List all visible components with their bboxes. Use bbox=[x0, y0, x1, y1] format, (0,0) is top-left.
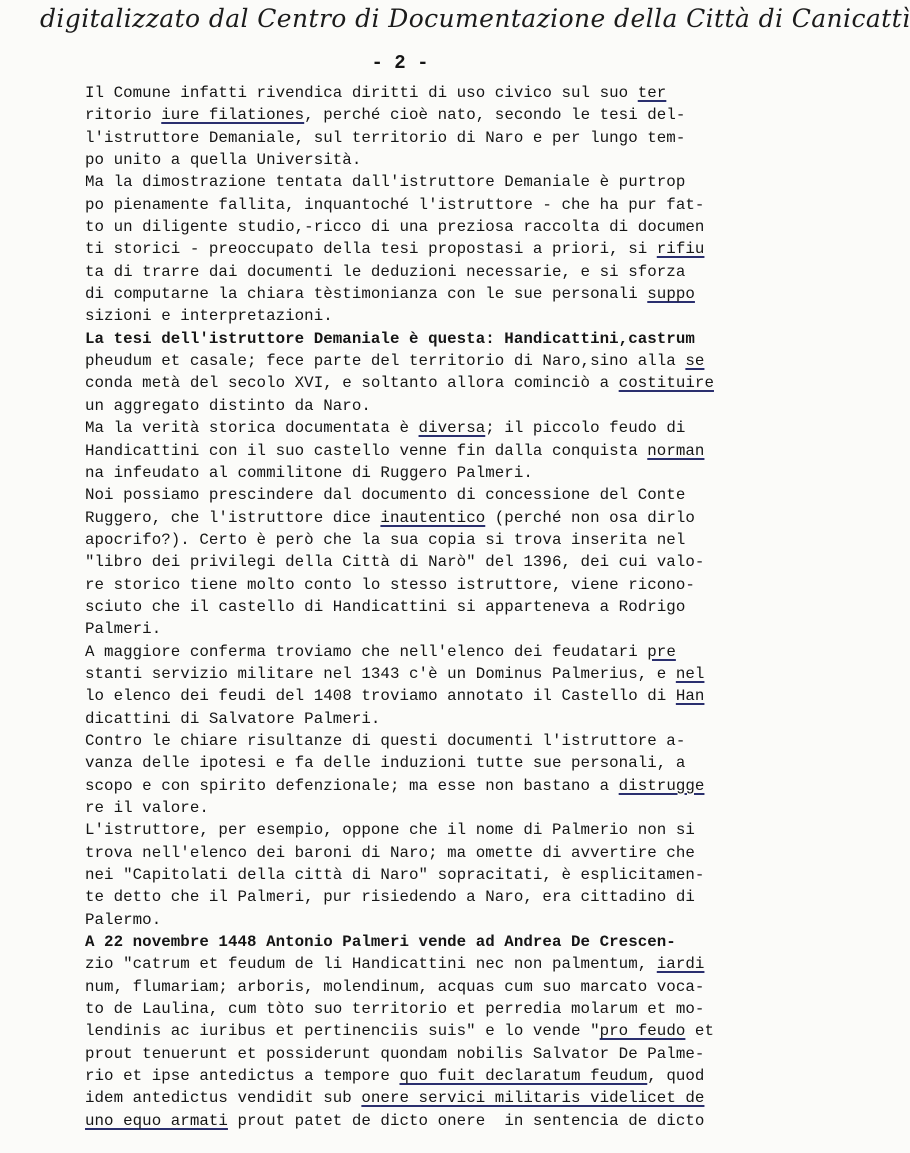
text-segment: rio et ipse antedictus a tempore bbox=[85, 1067, 400, 1086]
text-line bbox=[85, 238, 745, 260]
text-line bbox=[85, 440, 745, 462]
text-segment: ti storici - preoccupato della tesi propostasi a priori, si bbox=[85, 240, 657, 259]
text-segment: sciuto che il castello di Handicattini si apparteneva a Rodrigo bbox=[85, 597, 686, 616]
text-segment: stanti servizio militare nel 1343 c'è un Dominus Palmerius, e bbox=[85, 664, 676, 683]
text-line bbox=[85, 1065, 745, 1087]
underlined-text: se bbox=[685, 352, 705, 371]
digitization-header: digitalizzato dal Centro di Documentazione della Città di Canicattì bbox=[40, 4, 910, 33]
text-line bbox=[85, 976, 745, 998]
underlined-text: pre bbox=[647, 642, 676, 661]
text-line bbox=[85, 305, 745, 327]
text-segment: sizioni e interpretazioni. bbox=[85, 307, 333, 326]
text-line bbox=[85, 931, 745, 953]
text-segment: Il Comune infatti rivendica diritti di uso civico sul suo bbox=[85, 84, 638, 102]
text-line bbox=[85, 819, 745, 841]
text-segment: L'istruttore, per esempio, oppone che il nome di Palmerio non si bbox=[85, 821, 695, 840]
text-segment: La tesi dell'istruttore Demaniale è questa: Handicattini,castrum bbox=[85, 329, 695, 348]
text-line bbox=[85, 864, 745, 886]
underlined-text: distrugge bbox=[618, 776, 705, 795]
text-segment: ritorio bbox=[85, 106, 162, 125]
text-line bbox=[85, 261, 745, 283]
text-segment: Palermo. bbox=[85, 910, 162, 929]
text-segment: to un diligente studio,-ricco di una preziosa raccolta di bbox=[85, 218, 638, 237]
underlined-text: costituire bbox=[618, 374, 714, 393]
text-segment: re storico tiene molto conto lo stesso istruttore, viene ricono- bbox=[85, 575, 695, 594]
text-segment: zio "catrum et feudum de li Handicattini nec non palmentum, bbox=[85, 955, 657, 974]
text-segment: dicattini di Salvatore Palmeri. bbox=[85, 709, 381, 728]
text-line bbox=[85, 998, 745, 1020]
text-segment: to de Laulina, cum tòto suo territorio et perredia molarum et mo- bbox=[85, 1000, 705, 1019]
text-segment: po pienamente fallita, inquantoché l'istruttore - che ha pur fat- bbox=[85, 195, 705, 214]
text-line bbox=[85, 596, 745, 618]
text-line bbox=[85, 708, 745, 730]
text-segment: apocrifo?). Certo è però che la sua copia si trova inserita nel bbox=[85, 530, 686, 549]
text-line bbox=[85, 953, 745, 975]
text-line bbox=[85, 283, 745, 305]
underlined-text: uno equo armati bbox=[85, 1111, 228, 1130]
text-segment: na infeudato al commilitone di Ruggero Palmeri. bbox=[85, 463, 533, 482]
underlined-text: iardi bbox=[656, 955, 705, 974]
text-segment: l'istruttore Demaniale, sul territorio di Naro e per lungo tem- bbox=[85, 128, 686, 147]
text-line bbox=[85, 507, 745, 529]
text-line bbox=[85, 574, 745, 596]
text-segment: men bbox=[675, 218, 705, 237]
text-segment: lo elenco dei feudi del 1408 troviamo annotato il Castello di bbox=[85, 687, 676, 706]
text-segment: Palmeri. bbox=[85, 620, 162, 639]
text-line bbox=[85, 216, 745, 238]
underlined-text: inautentico bbox=[380, 508, 486, 527]
text-line bbox=[85, 372, 745, 394]
underlined-text: quo fuit declaratum feudum bbox=[399, 1067, 648, 1086]
text-segment: scopo e con spirito defenzionale; ma esse non bastano a bbox=[85, 776, 619, 795]
text-segment: num, flumariam; arboris, molendinum, acquas cum suo marcato voca- bbox=[85, 977, 705, 996]
underlined-text: nel bbox=[675, 664, 705, 683]
text-segment: lendinis ac iuribus et pertinenciis suis" e lo vende " bbox=[85, 1022, 600, 1041]
text-segment: trova nell'elenco dei baroni di Naro; ma omette di avvertire che bbox=[85, 843, 695, 862]
text-segment: A maggiore conferma troviamo che nell'elenco dei feudatari bbox=[85, 642, 648, 661]
text-line bbox=[85, 752, 745, 774]
text-line bbox=[85, 484, 745, 506]
text-line bbox=[85, 730, 745, 752]
text-segment: , perché cioè nato, secondo le tesi del- bbox=[304, 106, 686, 125]
text-line bbox=[85, 1110, 745, 1132]
text-line bbox=[85, 775, 745, 797]
underlined-text: suppo bbox=[647, 285, 695, 304]
text-segment: Ma la verità storica documentata è bbox=[85, 419, 419, 438]
underlined-text: Han bbox=[675, 687, 705, 706]
text-line bbox=[85, 149, 745, 171]
underlined-text: onere servici militaris videlicet de bbox=[361, 1089, 705, 1108]
text-line bbox=[85, 1087, 745, 1109]
text-segment: di computarne la chiara tèstimonianza con le sue personali bbox=[85, 285, 648, 304]
text-segment: un aggregato distinto da Naro. bbox=[85, 396, 371, 415]
text-line bbox=[85, 551, 745, 573]
text-line bbox=[85, 685, 745, 707]
text-line bbox=[85, 1043, 745, 1065]
text-segment: vanza delle ipotesi e fa delle induzioni tutte sue personali, a bbox=[85, 754, 686, 773]
text-line bbox=[85, 417, 745, 439]
text-segment: te detto che il Palmeri, pur risiedendo a Naro, era cittadino di bbox=[85, 888, 695, 907]
underlined-text: iure filationes bbox=[161, 106, 305, 125]
text-segment: conda metà del secolo XVI, e soltanto allora cominciò a bbox=[85, 374, 619, 393]
text-line bbox=[85, 127, 745, 149]
text-line bbox=[85, 909, 745, 931]
text-line bbox=[85, 641, 745, 663]
text-segment: re il valore. bbox=[85, 799, 209, 817]
document-body bbox=[85, 82, 745, 1132]
text-segment: Handicattini con il suo castello venne fin dalla conquista bbox=[85, 441, 648, 460]
underlined-text: diversa bbox=[418, 419, 486, 438]
text-line bbox=[85, 1020, 745, 1042]
text-line bbox=[85, 842, 745, 864]
text-line bbox=[85, 82, 745, 104]
underlined-text: ter bbox=[637, 84, 667, 102]
text-segment: nei "Capitolati della città di Naro" sopracitati, è esplicitamen- bbox=[85, 866, 705, 885]
text-segment: idem antedictus vendidit sub bbox=[85, 1089, 362, 1108]
text-line bbox=[85, 328, 745, 350]
text-line bbox=[85, 618, 745, 640]
text-line bbox=[85, 194, 745, 216]
text-line bbox=[85, 529, 745, 551]
text-line bbox=[85, 663, 745, 685]
underlined-text: norman bbox=[647, 441, 705, 460]
text-segment: Noi possiamo prescindere dal documento di concessione del Conte bbox=[85, 486, 686, 505]
text-segment: Contro le chiare risultanze di questi documenti l'istruttore a- bbox=[85, 731, 686, 750]
text-segment: (perché non osa dirlo bbox=[485, 508, 695, 527]
text-segment: "libro dei privilegi della Città di Narò" del 1396, dei cui valo- bbox=[85, 553, 705, 572]
text-line bbox=[85, 797, 745, 819]
text-segment: po unito a quella Università. bbox=[85, 151, 362, 170]
text-segment: ; il piccolo feudo di bbox=[485, 419, 686, 438]
text-segment: prout patet de dicto onere in sentencia de dicto bbox=[227, 1111, 705, 1130]
text-line bbox=[85, 395, 745, 417]
text-segment: pheudum et casale; fece parte del territorio di Naro,sino alla bbox=[85, 352, 686, 371]
text-line bbox=[85, 171, 745, 193]
text-segment: , quod bbox=[647, 1067, 705, 1086]
text-segment: Ruggero, che l'istruttore dice bbox=[85, 508, 381, 527]
text-line bbox=[85, 462, 745, 484]
text-line bbox=[85, 350, 745, 372]
page-number: - 2 - bbox=[371, 52, 429, 74]
text-segment: et bbox=[685, 1022, 714, 1041]
underlined-text: pro feudo bbox=[599, 1022, 686, 1041]
text-segment: docu bbox=[637, 218, 676, 237]
text-segment: Ma la dimostrazione tentata dall'istruttore Demaniale è purtrop bbox=[85, 173, 686, 192]
text-segment: A 22 novembre 1448 Antonio Palmeri vende ad Andrea De Crescen- bbox=[85, 933, 676, 952]
text-segment: prout tenuerunt et possiderunt quondam nobilis Salvator De Palme- bbox=[85, 1044, 705, 1063]
underlined-text: rifiu bbox=[656, 240, 705, 259]
text-segment: ta di trarre dai documenti le deduzioni necessarie, e si sforza bbox=[85, 262, 686, 281]
text-line bbox=[85, 886, 745, 908]
text-line bbox=[85, 104, 745, 126]
